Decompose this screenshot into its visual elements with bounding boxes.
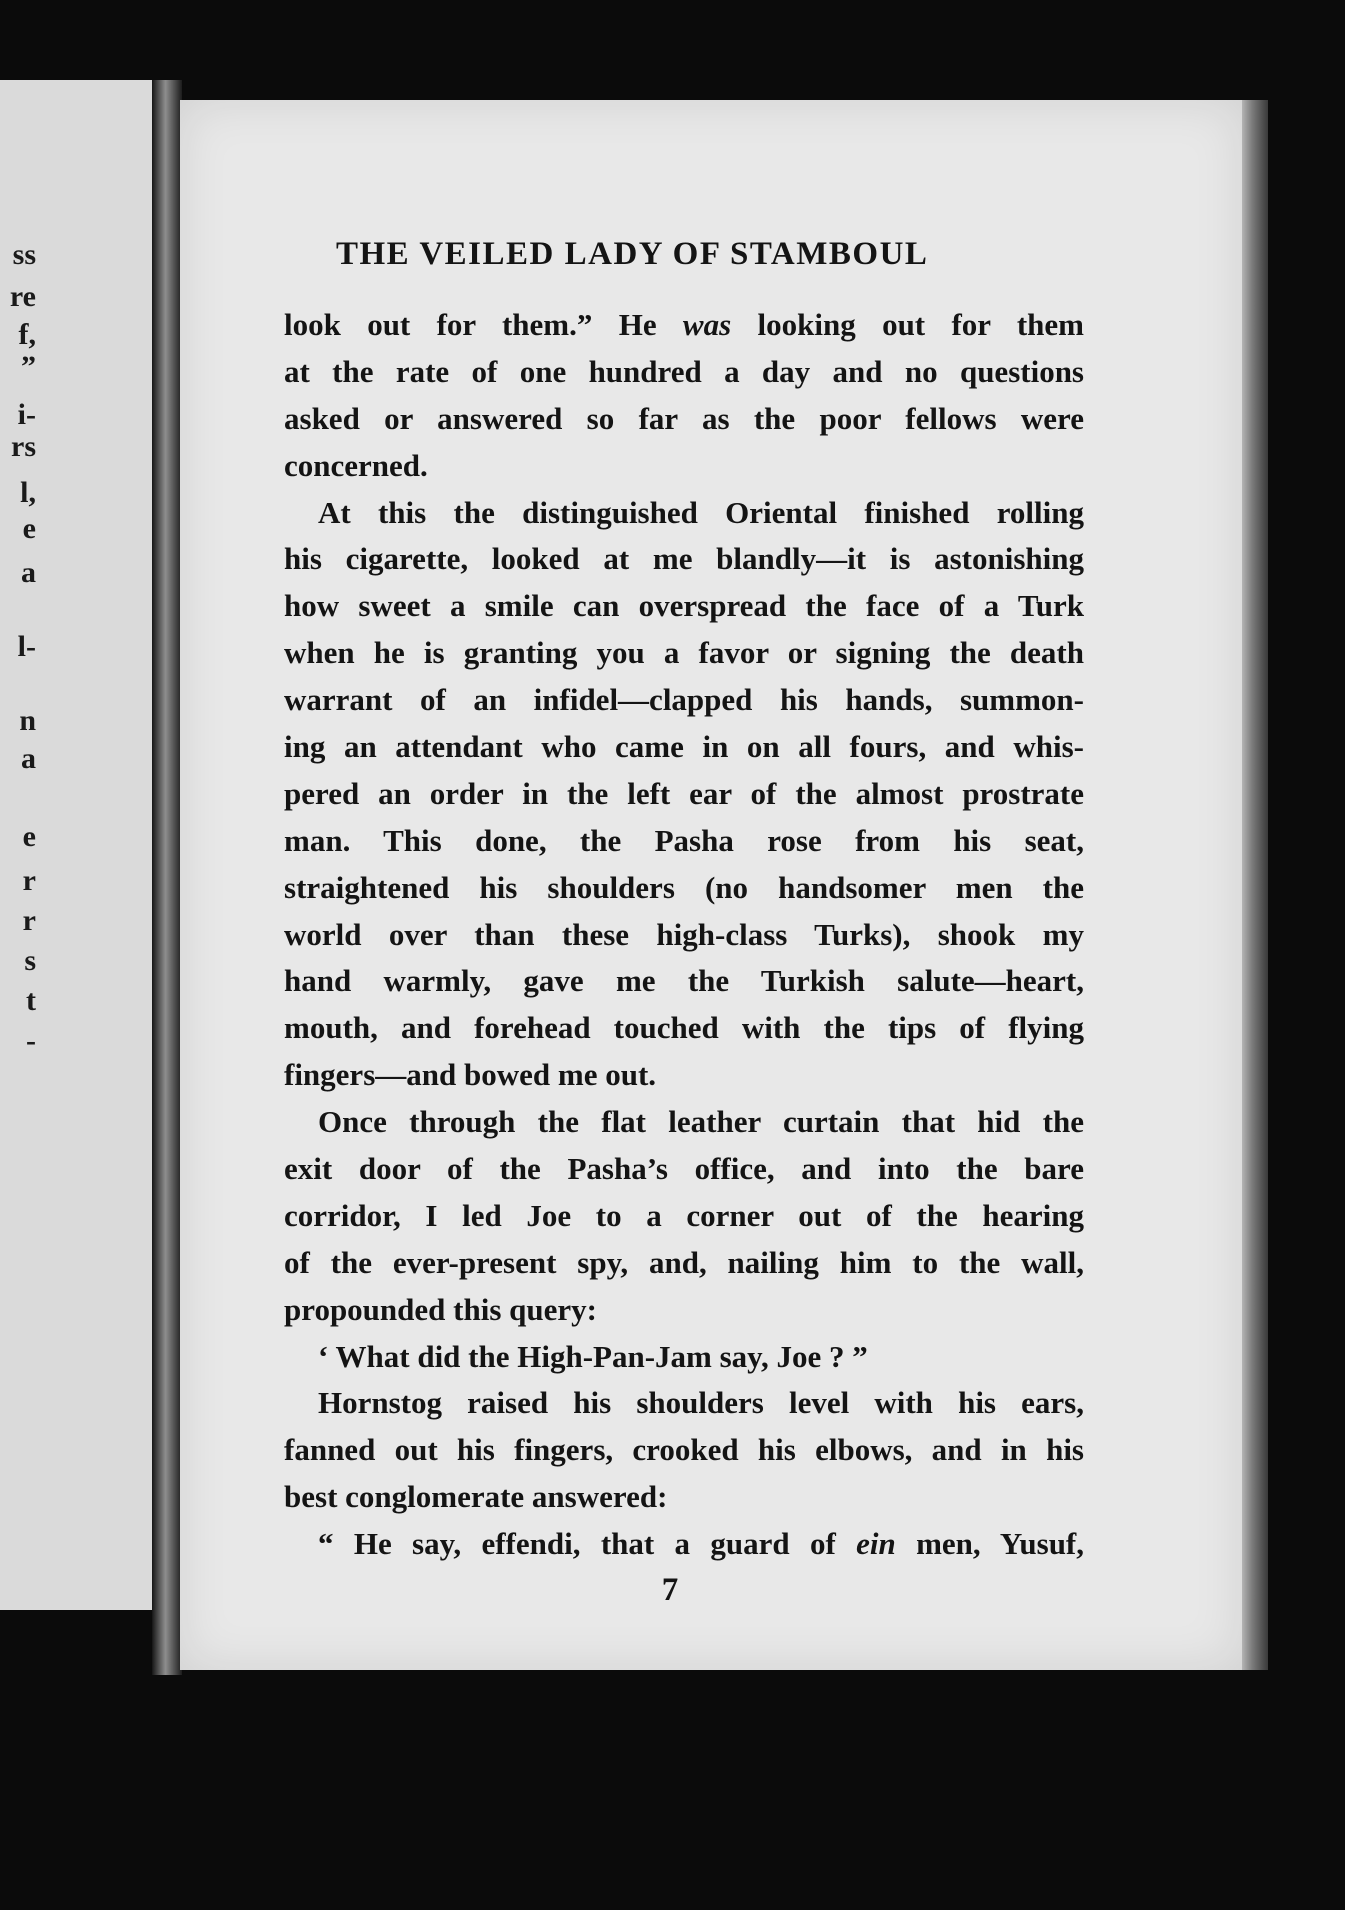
text-line: concerned. — [284, 447, 428, 483]
text-line: world over than these high-class Turks), shook my — [284, 916, 1084, 952]
text-line: fingers—and bowed me out. — [284, 1057, 657, 1093]
facing-page-fragment: f, — [18, 318, 36, 351]
text-line: fanned out his fingers, crooked his elbows, and in his — [284, 1432, 1084, 1468]
facing-page-fragment: e — [22, 512, 36, 545]
facing-page-fragment: n — [19, 704, 36, 737]
facing-page-fragment: a — [21, 556, 36, 589]
text-line: propounded this query: — [284, 1291, 597, 1327]
page-edge — [1242, 100, 1268, 1670]
text-line: best conglomerate answered: — [284, 1479, 668, 1515]
text-line: ing an attendant who came in on all fours, and whis- — [284, 729, 1084, 765]
text-line: At this the distinguished Oriental finished rolling — [318, 494, 1084, 530]
text-line: “ He say, effendi, that a guard of ein men, Yusuf, — [318, 1526, 1085, 1562]
facing-page-fragment: i- — [17, 398, 36, 431]
page-number: 7 — [661, 1572, 679, 1608]
text-line: look out for them.” He was looking out for them — [284, 307, 1084, 342]
text-line: hand warmly, gave me the Turkish salute—heart, — [284, 963, 1084, 999]
facing-page-fragment: ss — [12, 238, 36, 271]
text-line: of the ever-present spy, and, nailing him to the wall, — [284, 1244, 1084, 1280]
text-line: his cigarette, looked at me blandly—it is astonishing — [284, 541, 1084, 577]
text-line: at the rate of one hundred a day and no questions — [284, 353, 1084, 389]
running-head: THE VEILED LADY OF STAMBOUL — [336, 236, 929, 272]
text-line: man. This done, the Pasha rose from his seat, — [284, 822, 1084, 858]
text-line: warrant of an infidel—clapped his hands, summon- — [284, 682, 1084, 718]
facing-page-fragment: l, — [20, 476, 36, 509]
facing-page-fragment: a — [21, 742, 36, 775]
body-text — [284, 302, 1084, 1568]
facing-page — [0, 80, 152, 1610]
text-line: when he is granting you a favor or signing the death — [284, 635, 1084, 671]
facing-page-fragment: re — [9, 280, 36, 313]
text-line: ‘ What did the High-Pan-Jam say, Joe ? ” — [318, 1338, 868, 1374]
text-line: exit door of the Pasha’s office, and into the bare — [284, 1151, 1084, 1187]
facing-page-fragment: t — [26, 984, 36, 1017]
book-spine — [152, 80, 182, 1675]
facing-page-fragment: rs — [11, 430, 36, 463]
facing-page-fragment: e — [22, 820, 36, 853]
text-line: asked or answered so far as the poor fellows were — [284, 400, 1084, 436]
facing-page-fragment: - — [26, 1024, 36, 1057]
text-line: pered an order in the left ear of the almost prostrate — [284, 775, 1084, 811]
facing-page-fragment: r — [22, 904, 36, 937]
facing-page-fragment: ” — [21, 350, 36, 383]
facing-page-fragment: s — [24, 944, 36, 977]
text-line: mouth, and forehead touched with the tips of flying — [284, 1010, 1084, 1046]
text-line: corridor, I led Joe to a corner out of the hearing — [284, 1197, 1084, 1233]
facing-page-fragment: l- — [17, 630, 36, 663]
facing-page-fragment: r — [22, 864, 36, 897]
text-line: straightened his shoulders (no handsomer men the — [284, 869, 1084, 905]
text-line: how sweet a smile can overspread the face of a Turk — [284, 588, 1084, 624]
text-line: Once through the flat leather curtain that hid the — [318, 1104, 1084, 1140]
text-line: Hornstog raised his shoulders level with his ears, — [318, 1385, 1084, 1421]
